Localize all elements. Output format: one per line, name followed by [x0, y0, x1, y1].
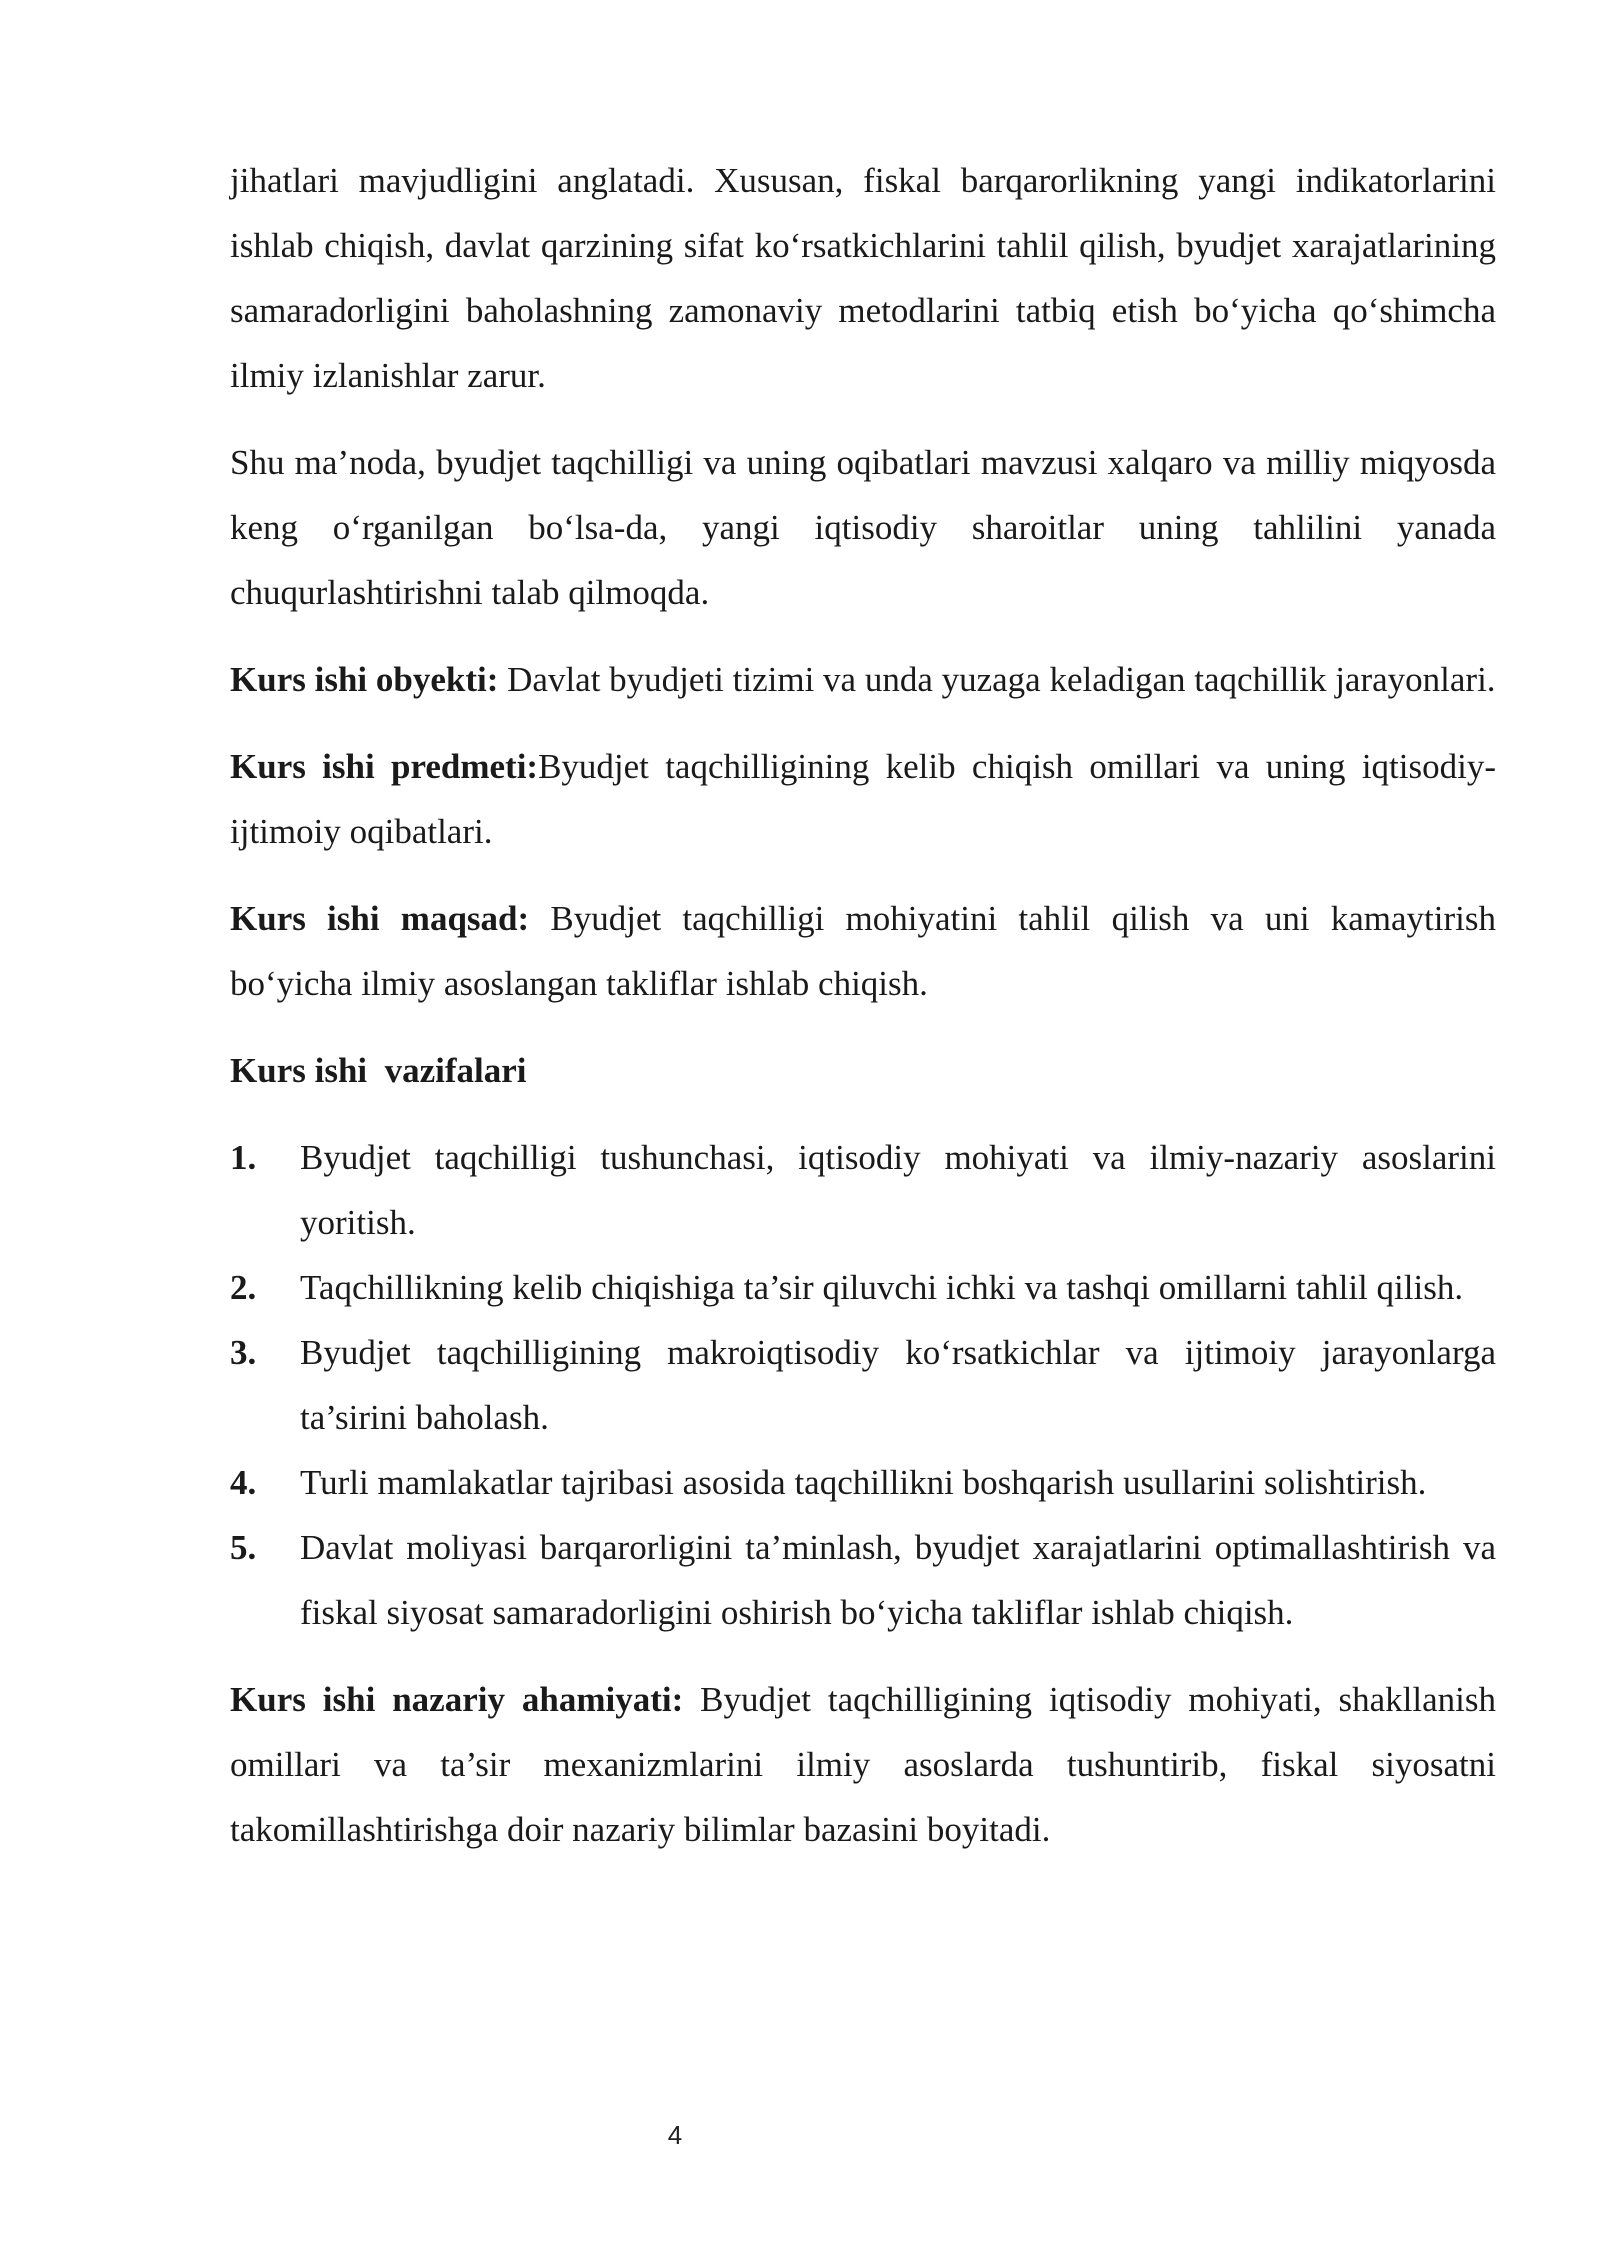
subject-text: Byudjet taqchilligining kelib chiqish omillari va uning iqtisodiy-ijtimoiy oqibatlari.	[230, 747, 1496, 851]
theory-label: Kurs ishi nazariy ahamiyati:	[230, 1680, 684, 1719]
document-page	[230, 148, 1496, 1884]
list-item-number: 3.	[230, 1333, 257, 1372]
list-item-number: 1.	[230, 1138, 257, 1177]
list-item-text: Byudjet taqchilligining makroiqtisodiy ko‘rsatkichlar va ijtimoiy jarayonlarga ta’sirini baholash.	[300, 1333, 1496, 1437]
list-item-text: Taqchillikning kelib chiqishiga ta’sir qiluvchi ichki va tashqi omillarni tahlil qilish.	[300, 1268, 1464, 1307]
paragraph-context: Shu ma’noda, byudjet taqchilligi va uning oqibatlari mavzusi xalqaro va milliy miqyosda keng o‘rganilgan bo‘lsa-da, yangi iqtisodiy sharoitlar uning tahlilini yanada chuqurlashtirishni talab qilmoqda.	[230, 443, 1496, 612]
goal-paragraph	[230, 886, 1496, 1016]
theory-paragraph	[230, 1667, 1496, 1862]
list-item	[230, 1515, 1496, 1645]
object-paragraph	[230, 647, 1496, 712]
list-item-text: Byudjet taqchilligi tushunchasi, iqtisodiy mohiyati va ilmiy-nazariy asoslarini yoritish.	[300, 1138, 1496, 1242]
tasks-list	[230, 1125, 1496, 1645]
list-item	[230, 1255, 1496, 1320]
list-item-number: 5.	[230, 1528, 257, 1567]
goal-text: Byudjet taqchilligi mohiyatini tahlil qilish va uni kamaytirish bo‘yicha ilmiy asoslangan takliflar ishlab chiqish.	[230, 899, 1496, 1003]
list-item	[230, 1450, 1496, 1515]
subject-paragraph	[230, 734, 1496, 864]
theory-text: Byudjet taqchilligining iqtisodiy mohiyati, shakllanish omillari va ta’sir mexanizmlarini ilmiy asoslarda tushuntirib, fiskal siyosatni takomillashtirishga doir nazariy bilimlar bazasini boyitadi.	[230, 1680, 1496, 1849]
goal-label: Kurs ishi maqsad:	[230, 899, 530, 938]
list-item-number: 4.	[230, 1463, 257, 1502]
list-item	[230, 1125, 1496, 1255]
tasks-heading: Kurs ishi vazifalari	[230, 1051, 527, 1090]
list-item-text: Davlat moliyasi barqarorligini ta’minlash, byudjet xarajatlarini optimallashtirish va fiskal siyosat samaradorligini oshirish bo‘yicha takliflar ishlab chiqish.	[300, 1528, 1496, 1632]
list-item	[230, 1320, 1496, 1450]
page-number: 4	[667, 2120, 683, 2150]
list-item-number: 2.	[230, 1268, 257, 1307]
subject-label: Kurs ishi predmeti:	[230, 747, 539, 786]
object-text: Davlat byudjeti tizimi va unda yuzaga keladigan taqchillik jarayonlari.	[498, 660, 1496, 699]
list-item-text: Turli mamlakatlar tajribasi asosida taqchillikni boshqarish usullarini solishtirish.	[300, 1463, 1427, 1502]
paragraph-intro-continuation: jihatlari mavjudligini anglatadi. Xususan, fiskal barqarorlikning yangi indikatorlarini ishlab chiqish, davlat qarzining sifat ko‘rsatkichlarini tahlil qilish, byudjet xarajatlarining samaradorligini baholashning zamonaviy metodlarini tatbiq etish bo‘yicha qo‘shimcha ilmiy izlanishlar zarur.	[230, 161, 1496, 395]
object-label: Kurs ishi obyekti:	[230, 660, 499, 699]
